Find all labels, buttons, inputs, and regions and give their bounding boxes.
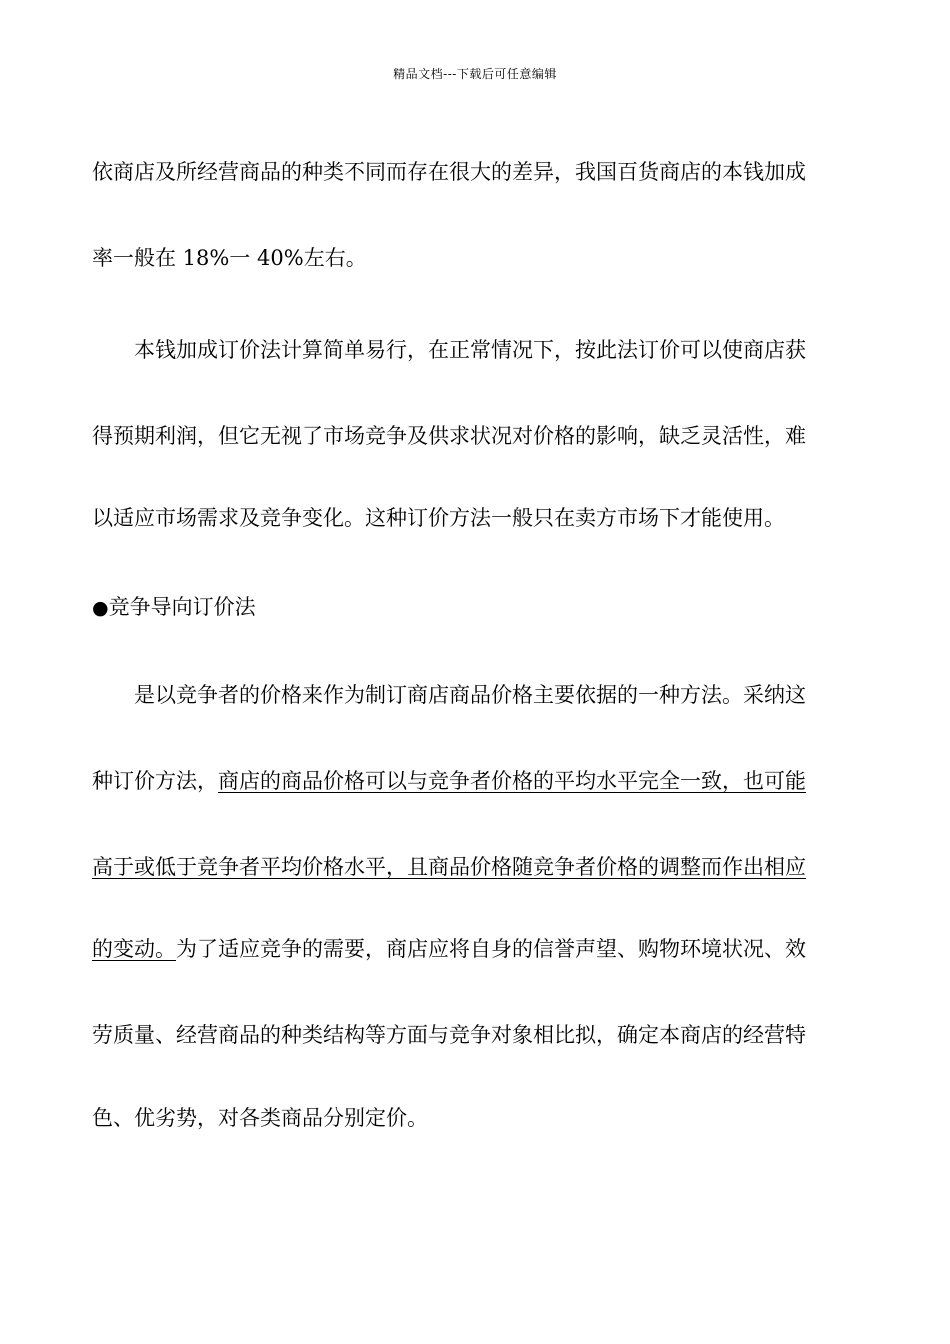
paragraph-line: 劳质量、经营商品的种类结构等方面与竞争对象相比拟，确定本商店的经营特 xyxy=(92,1023,806,1047)
text-run: 种订价方法， xyxy=(92,769,218,793)
paragraph-line: 色、优劣势，对各类商品分别定价。 xyxy=(92,1106,428,1130)
page-header: 精品文档---下载后可任意编辑 xyxy=(393,67,557,81)
section-heading xyxy=(92,592,858,623)
paragraph-line xyxy=(92,766,858,796)
paragraph-line xyxy=(92,934,858,964)
paragraph-line: 本钱加成订价法计算简单易行，在正常情况下，按此法订价可以使商店获 xyxy=(134,338,806,362)
paragraph-line: 率一般在 18%一 40%左右。 xyxy=(92,246,367,270)
paragraph-line: 依商店及所经营商品的种类不同而存在很大的差异，我国百货商店的本钱加成 xyxy=(92,160,806,184)
paragraph-line: 得预期利润，但它无视了市场竞争及供求状况对价格的影响，缺乏灵活性，难 xyxy=(92,424,806,448)
text-run: 为了适应竞争的需要，商店应将自身的信誉声望、购物环境状况、效 xyxy=(176,937,806,961)
bullet-icon: ● xyxy=(92,597,109,619)
paragraph-line xyxy=(92,852,858,882)
underlined-text: 的变动。 xyxy=(92,937,176,961)
section-title: 竞争导向订价法 xyxy=(108,595,256,619)
underlined-text: 高于或低于竞争者平均价格水平，且商品价格随竞争者价格的调整而作出相应 xyxy=(92,855,806,879)
underlined-text: 商店的商品价格可以与竞争者价格的平均水平完全一致，也可能 xyxy=(218,769,806,793)
paragraph-line: 以适应市场需求及竞争变化。这种订价方法一般只在卖方市场下才能使用。 xyxy=(92,506,785,530)
paragraph-line: 是以竞争者的价格来作为制订商店商品价格主要依据的一种方法。采纳这 xyxy=(134,683,806,707)
